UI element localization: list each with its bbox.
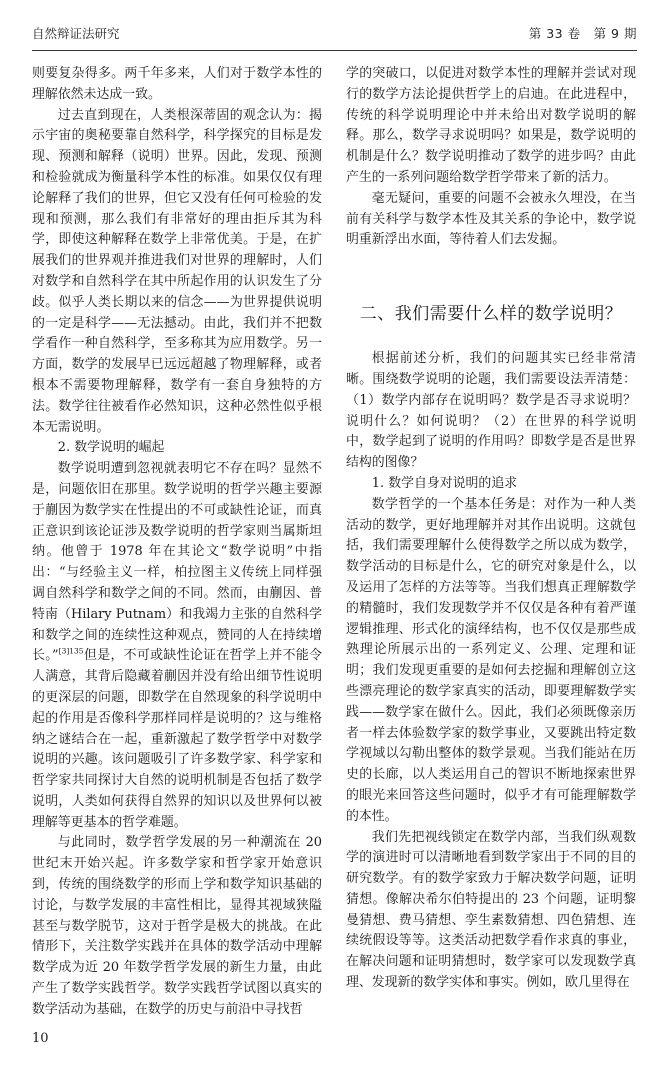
subsection-heading: 1. 数学自身对说明的追求 [371,475,518,491]
section-title: 二、我们需要什么样的数学说明？ [359,304,623,325]
subsection-heading: 2. 数学说明的崛起 [57,440,165,456]
paragraph: 学的突破口，以促进对数学本性的理解并尝试对现行的数学方法论提供哲学上的启迪。在此进程中，传统的科学说明理论中并未给出对数学说明的解释。那么，数学寻求说明吗？如果是，数学说明的机制是什么？数学说明推动了数学的进步吗？由此产生的一系列问题给数学哲学带来了新的活力。 [346,66,636,185]
citation-marker: [3]135 [58,647,84,657]
journal-title: 自然辩证法研究 [32,26,120,41]
paragraph: 我们先把视线锁定在数学内部，当我们纵观数学的演进时可以清晰地看到数学家出于不同的目的研究数学。有的数学家致力于解决数学问题，证明猜想。像解决希尔伯特提出的 23 个问题，证明黎曼猜想、费马猜想、孪生素数猜想、四色猜想、连续统假设等等。这类活动把数学看作求真的事业，在解决问题和证明猜想时，数学家可以发现数学真理、发现新的数学实体和事实。例如，欧几里得在 [346,829,636,991]
page-number: 10 [32,1031,49,1046]
paragraph: 根据前述分析，我们的问题其实已经非常清晰。围绕数学说明的论题，我们需要设法弄清楚：（1）数学内部存在说明吗？数学是否寻求说明？说明什么？如何说明？（2）在世界的科学说明中，数学起到了说明的作用吗？即数学是否是世界结构的图像？ [346,351,636,471]
paragraph: 与此同时，数学哲学发展的另一种潮流在 20 世纪末开始兴起。许多数学家和哲学家开始意识到，传统的围绕数学的形而上学和数学知识基础的讨论，与数学发展的丰富性相比，显得其视域狭隘甚至与数学脱节，这对于哲学是极大的挑战。在此情形下，关注数学实践并在具体的数学活动中理解数学成为近 20 年数学哲学发展的新生力量，由此产生了数学实践哲学。数学实践哲学试图以真实的数学活动为基础，在数学的历史与前沿中寻找哲 [32,835,322,1017]
paragraph: 则要复杂得多。两千年多来，人们对于数学本性的理解依然未达成一致。 [32,66,322,102]
left-column [32,64,322,1021]
running-header [32,24,637,46]
paragraph [32,459,322,833]
paragraph-text: 数学说明遭到忽视就表明它不存在吗？显然不是，问题依旧在那里。数学说明的哲学兴趣主要源于蒯因为数学实在性提出的不可或缺性论证，而真正意识到该论证涉及数学说明的哲学家则当属斯坦纳。他曾于 1978 年在其论文“数学说明”中指出：“与经验主义一样，柏拉图主义传统上同样强调自然科学和数学之间的不同。然而，由蒯因、普特南（Hilary Putnam）和我竭力主张的自然科学和数学之间的连续性这种观点，赞同的人在持续增长。” [32,461,322,664]
paragraph-text: 但是，不可或缺性论证在哲学上并不能令人满意，其背后隐藏着蒯因并没有给出细节性说明的更深层的问题，即数学在自然现象的科学说明中起的作用是否像科学那样同样是说明的？这与维格纳之谜结合在一起，重新激起了数学哲学中对数学说明的兴趣。该问题吸引了许多数学家、科学家和哲学家共同探讨大自然的说明机制是否包括了数学说明，人类如何获得自然界的知识以及世界何以被理解等更基本的哲学难题。 [32,648,323,830]
spacer [346,251,636,283]
paragraph: 过去直到现在，人类根深蒂固的观念认为：揭示宇宙的奥秘要靠自然科学，科学探究的目标是发现、预测和解释（说明）世界。因此，发现、预测和检验就成为衡量科学本性的标准。如果仅仅有理论解释了我们的世界，但它又没有任何可检验的发现和预测，那么我们有非常好的理由拒斥其为科学，即使这种解释在数学上非常优美。于是，在扩展我们的世界观并推进我们对世界的理解时，人们对数学和自然科学在其中所起作用的认识发生了分歧。似乎人类长期以来的信念——为世界提供说明的一定是科学——无法撼动。由此，我们并不把数学看作一种自然科学，至多称其为应用数学。另一方面，数学的发展早已远远超越了物理解释，或者根本不需要物理解释，数学有一套自身独特的方法。数学往往被看作必然知识，这种必然性似乎根本无需说明。 [32,107,322,435]
paragraph: 数学哲学的一个基本任务是：对作为一种人类活动的数学，更好地理解并对其作出说明。这就包括，我们需要理解什么使得数学之所以成为数学，数学活动的目标是什么，它的研究对象是什么，以及运用了怎样的方法等等。当我们想真正理解数学的精髓时，我们发现数学并不仅仅是各种有着严谨逻辑推理、形式化的演绎结构，也不仅仅是那些成熟理论所展示出的一系列定义、公理、定理和证明；我们发现更重要的是如何去挖掘和理解创立这些漂亮理论的数学家真实的活动，即要理解数学实践——数学家在做什么。因此，我们必须既像亲历者一样去体验数学家的数学事业，又要跳出特定数学视域以勾勒出整体的数学景观。当我们能站在历史的长廊，以人类运用自己的智识不断地探索世界的眼光来回答这些问题时，似乎才有可能理解数学的本性。 [346,496,636,824]
issue-label: 第 33 卷 第 9 期 [528,26,637,41]
right-column [346,64,636,994]
header-rule [32,50,637,51]
paragraph: 毫无疑问，重要的问题不会被永久埋没，在当前有关科学与数学本性及其关系的争论中，数学说明重新浮出水面，等待着人们去发掘。 [346,190,636,248]
